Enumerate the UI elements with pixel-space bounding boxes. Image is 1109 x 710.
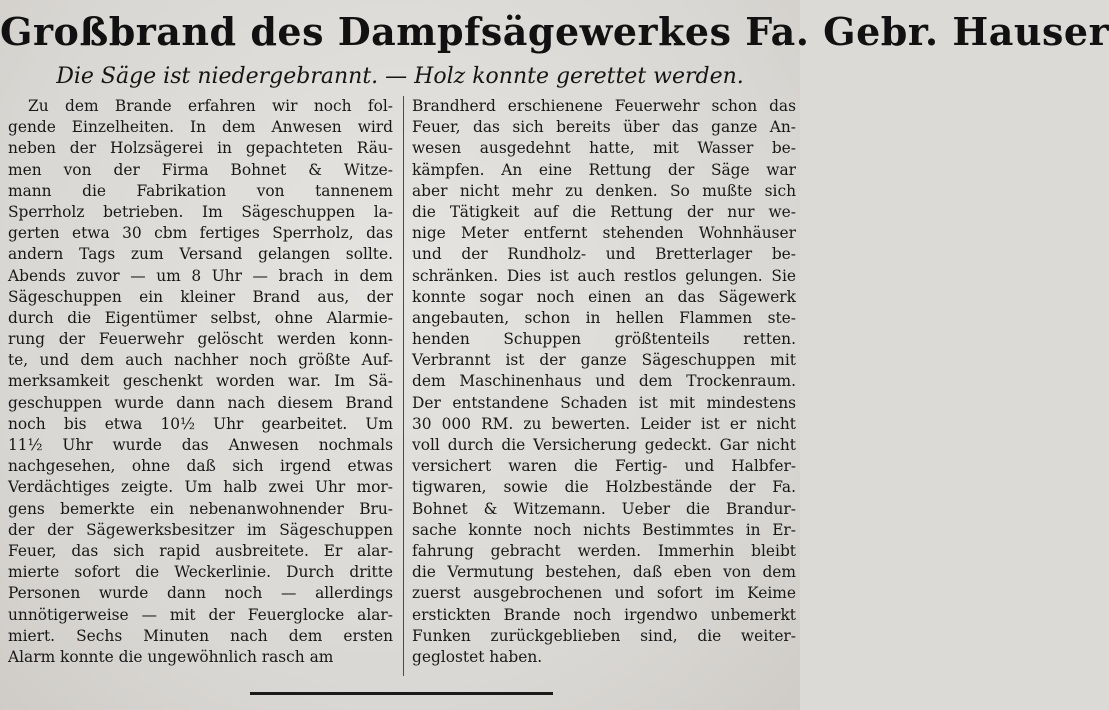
article-column-left (8, 96, 393, 668)
article-line: noch bis etwa 10½ Uhr gearbeitet. Um (8, 414, 393, 433)
article-line: die Tätigkeit auf die Rettung der nur we- (412, 202, 796, 221)
article-line: fahrung gebracht werden. Immerhin bleibt (412, 541, 796, 560)
article-line: durch die Eigentümer selbst, ohne Alarmie- (8, 308, 393, 327)
article-line: schränken. Dies ist auch restlos gelungen. Sie (412, 266, 796, 285)
article-line: angebauten, schon in hellen Flammen ste- (412, 308, 796, 327)
article-line: erstickten Brande noch irgendwo unbemerkt (412, 605, 796, 624)
article-line: mann die Fabrikation von tannenem (8, 181, 393, 200)
headline: Großbrand des Dampfsägewerkes Fa. Gebr. Hauser (0, 9, 1109, 54)
article-line: Alarm konnte die ungewöhnlich rasch am (8, 647, 334, 666)
article-line: unnötigerweise — mit der Feuerglocke alar- (8, 605, 393, 624)
article-line: Bohnet & Witzemann. Ueber die Brandur- (412, 499, 796, 518)
article-line: mierte sofort die Weckerlinie. Durch dritte (8, 563, 393, 582)
article-line: wesen ausgedehnt hatte, mit Wasser be- (412, 139, 796, 158)
article-line: aber nicht mehr zu denken. So mußte sich (412, 181, 796, 200)
column-divider (403, 96, 404, 676)
article-line: Verbrannt ist der ganze Sägeschuppen mit (412, 351, 796, 370)
article-line: rung der Feuerwehr gelöscht werden konn- (8, 330, 393, 349)
article-line: nige Meter entfernt stehenden Wohnhäuser (412, 224, 796, 243)
article-line: 30 000 RM. zu bewerten. Leider ist er nicht (412, 414, 796, 433)
article-line: 11½ Uhr wurde das Anwesen nochmals (8, 436, 393, 454)
article-line: Funken zurückgeblieben sind, die weiter- (412, 626, 796, 645)
article-line: dem Maschinenhaus und dem Trockenraum. (412, 372, 796, 391)
article-line: tigwaren, sowie die Holzbestände der Fa. (412, 478, 796, 497)
article-line: gerten etwa 30 cbm fertiges Sperrholz, das (8, 224, 393, 243)
article-column-right (412, 96, 796, 668)
article-line: Sperrholz betrieben. Im Sägeschuppen la- (8, 202, 393, 221)
end-rule (250, 692, 553, 695)
article-line: zuerst ausgebrochenen und sofort im Keime (412, 584, 796, 603)
article-line: Personen wurde dann noch — allerdings (8, 584, 393, 603)
article-line: Feuer, das sich bereits über das ganze An- (412, 118, 796, 137)
article-line: miert. Sechs Minuten nach dem ersten (8, 626, 393, 645)
article-line: geglostet haben. (412, 647, 543, 666)
article-line: men von der Firma Bohnet & Witze- (8, 160, 393, 179)
article-line: sache konnte noch nichts Bestimmtes in Er- (412, 520, 796, 539)
article-line: Sägeschuppen ein kleiner Brand aus, der (8, 287, 393, 306)
article-line: versichert waren die Fertig- und Halbfer- (412, 457, 796, 476)
article-line: andern Tags zum Versand gelangen sollte. (8, 245, 393, 264)
article-line: Zu dem Brande erfahren wir noch fol- (28, 97, 393, 115)
article-line: nachgesehen, ohne daß sich irgend etwas (8, 457, 393, 476)
article-line: gens bemerkte ein nebenanwohnender Bru- (8, 499, 393, 518)
article-line: Verdächtiges zeigte. Um halb zwei Uhr mor- (8, 478, 393, 497)
article-line: und der Rundholz- und Bretterlager be- (412, 245, 796, 264)
article-line: merksamkeit geschenkt worden war. Im Sä- (8, 372, 393, 391)
article-line: der der Sägewerksbesitzer im Sägeschuppen (8, 520, 393, 539)
article-line: geschuppen wurde dann nach diesem Brand (8, 393, 393, 412)
article-line: Der entstandene Schaden ist mit mindestens (412, 393, 796, 412)
article-line: konnte sogar noch einen an das Sägewerk (412, 287, 796, 306)
article-line: Abends zuvor — um 8 Uhr — brach in dem (8, 266, 393, 285)
article-line: gende Einzelheiten. In dem Anwesen wird (8, 118, 393, 137)
article-line: kämpfen. An eine Rettung der Säge war (412, 160, 796, 179)
article-line: neben der Holzsägerei in gepachteten Räu- (8, 139, 393, 158)
article-line: Brandherd erschienene Feuerwehr schon das (412, 97, 796, 115)
article-line: voll durch die Versicherung gedeckt. Gar nicht (412, 436, 796, 454)
article-line: Feuer, das sich rapid ausbreitete. Er alar- (8, 541, 393, 560)
article-line: te, und dem auch nachher noch größte Auf- (8, 351, 393, 370)
article-line: henden Schuppen größtenteils retten. (412, 330, 796, 349)
subheadline: Die Säge ist niedergebrannt. — Holz konnte gerettet werden. (56, 64, 744, 89)
article-line: die Vermutung bestehen, daß eben von dem (412, 563, 796, 582)
